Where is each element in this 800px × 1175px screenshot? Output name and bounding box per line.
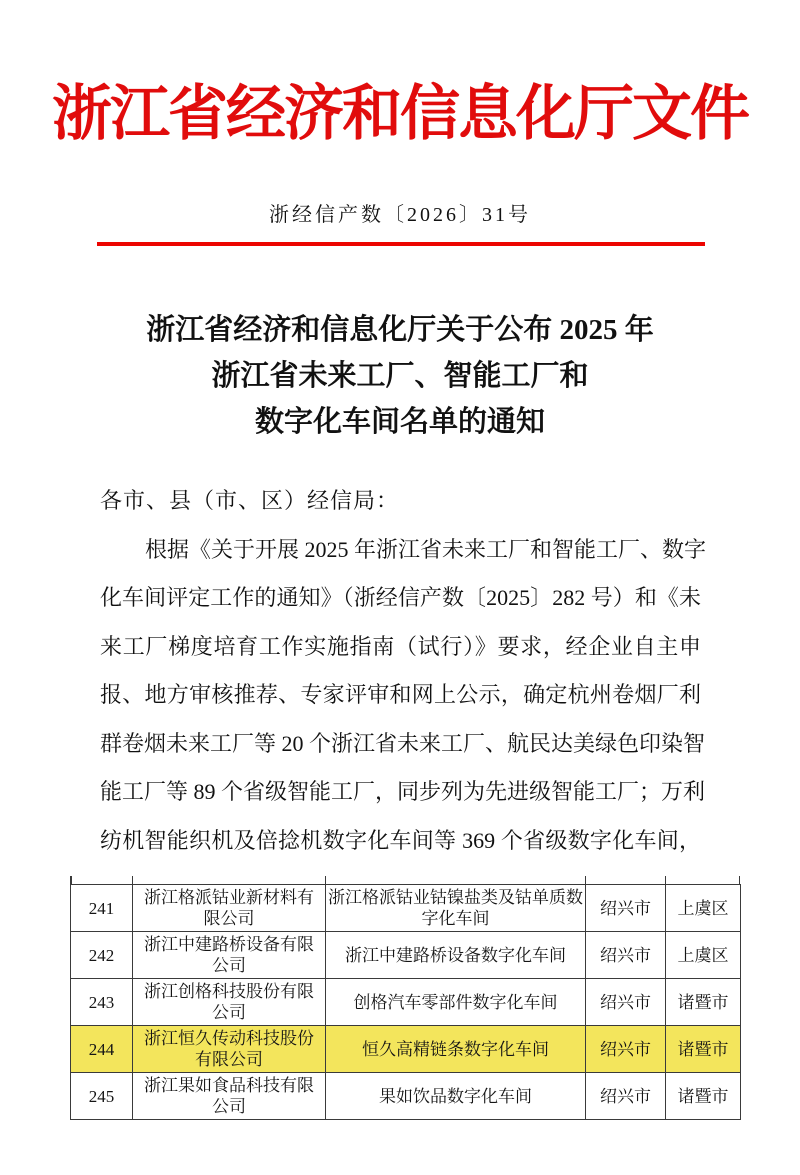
cell-workshop: 浙江格派钴业钴镍盐类及钴单质数字化车间	[326, 885, 586, 932]
cell-workshop: 恒久高精链条数字化车间	[326, 1026, 586, 1073]
workshop-list-table	[70, 884, 741, 1120]
document-number: 浙经信产数〔2026〕31号	[269, 204, 531, 226]
table-row	[71, 932, 741, 979]
cell-workshop: 果如饮品数字化车间	[326, 1073, 586, 1120]
table-grid-stub	[132, 876, 134, 884]
letterhead-title: 浙江省经济和信息化厅文件	[52, 81, 748, 147]
table-grid-stub	[665, 876, 667, 884]
cell-district: 诸暨市	[666, 979, 741, 1026]
cell-company: 浙江创格科技股份有限公司	[133, 979, 326, 1026]
cell-row-number: 244	[71, 1026, 133, 1073]
cell-company: 浙江恒久传动科技股份有限公司	[133, 1026, 326, 1073]
cell-company: 浙江中建路桥设备有限公司	[133, 932, 326, 979]
notice-title-line-2: 浙江省未来工厂、智能工厂和	[211, 360, 589, 392]
cell-city: 绍兴市	[586, 1026, 666, 1073]
notice-title	[0, 307, 800, 445]
body-line: 来工厂梯度培育工作实施指南（试行）》要求，经企业自主申	[100, 633, 701, 659]
table-row-highlighted	[71, 1026, 741, 1073]
cell-company: 浙江格派钴业新材料有限公司	[133, 885, 326, 932]
body-line: 化车间评定工作的通知》（浙经信产数〔2025〕282 号）和《未	[100, 585, 701, 610]
table-grid-stub	[585, 876, 587, 884]
table-grid-stub	[325, 876, 327, 884]
body-line: 根据《关于开展 2025 年浙江省未来工厂和智能工厂、数字	[145, 536, 707, 562]
table-row	[71, 979, 741, 1026]
red-divider-rule	[97, 242, 705, 246]
salutation-line: 各市、县（市、区）经信局：	[100, 488, 400, 513]
cell-row-number: 241	[71, 885, 133, 932]
notice-title-line-1: 浙江省经济和信息化厅关于公布 2025 年	[146, 314, 654, 346]
body-line: 群卷烟未来工厂等 20 个浙江省未来工厂、航民达美绿色印染智	[100, 730, 706, 756]
cell-district: 上虞区	[666, 885, 741, 932]
table-grid-stub	[70, 876, 72, 884]
cell-workshop: 创格汽车零部件数字化车间	[326, 979, 586, 1026]
cell-district: 上虞区	[666, 932, 741, 979]
cell-city: 绍兴市	[586, 1073, 666, 1120]
table-row	[71, 1073, 741, 1120]
cell-city: 绍兴市	[586, 979, 666, 1026]
body-line: 报、地方审核推荐、专家评审和网上公示，确定杭州卷烟厂利	[100, 682, 701, 707]
cell-workshop: 浙江中建路桥设备数字化车间	[326, 932, 586, 979]
cell-row-number: 243	[71, 979, 133, 1026]
cell-district: 诸暨市	[666, 1073, 741, 1120]
cell-city: 绍兴市	[586, 932, 666, 979]
body-line: 能工厂等 89 个省级智能工厂，同步列为先进级智能工厂；万利	[100, 779, 706, 804]
cell-city: 绍兴市	[586, 885, 666, 932]
cell-district: 诸暨市	[666, 1026, 741, 1073]
table-grid-stub	[739, 876, 741, 884]
cell-row-number: 242	[71, 932, 133, 979]
table-row	[71, 885, 741, 932]
notice-title-line-3: 数字化车间名单的通知	[254, 406, 545, 438]
cell-row-number: 245	[71, 1073, 133, 1120]
notice-body	[100, 477, 707, 865]
body-line: 纺机智能织机及倍捻机数字化车间等 369 个省级数字化车间，	[100, 827, 701, 853]
cell-company: 浙江果如食品科技有限公司	[133, 1073, 326, 1120]
